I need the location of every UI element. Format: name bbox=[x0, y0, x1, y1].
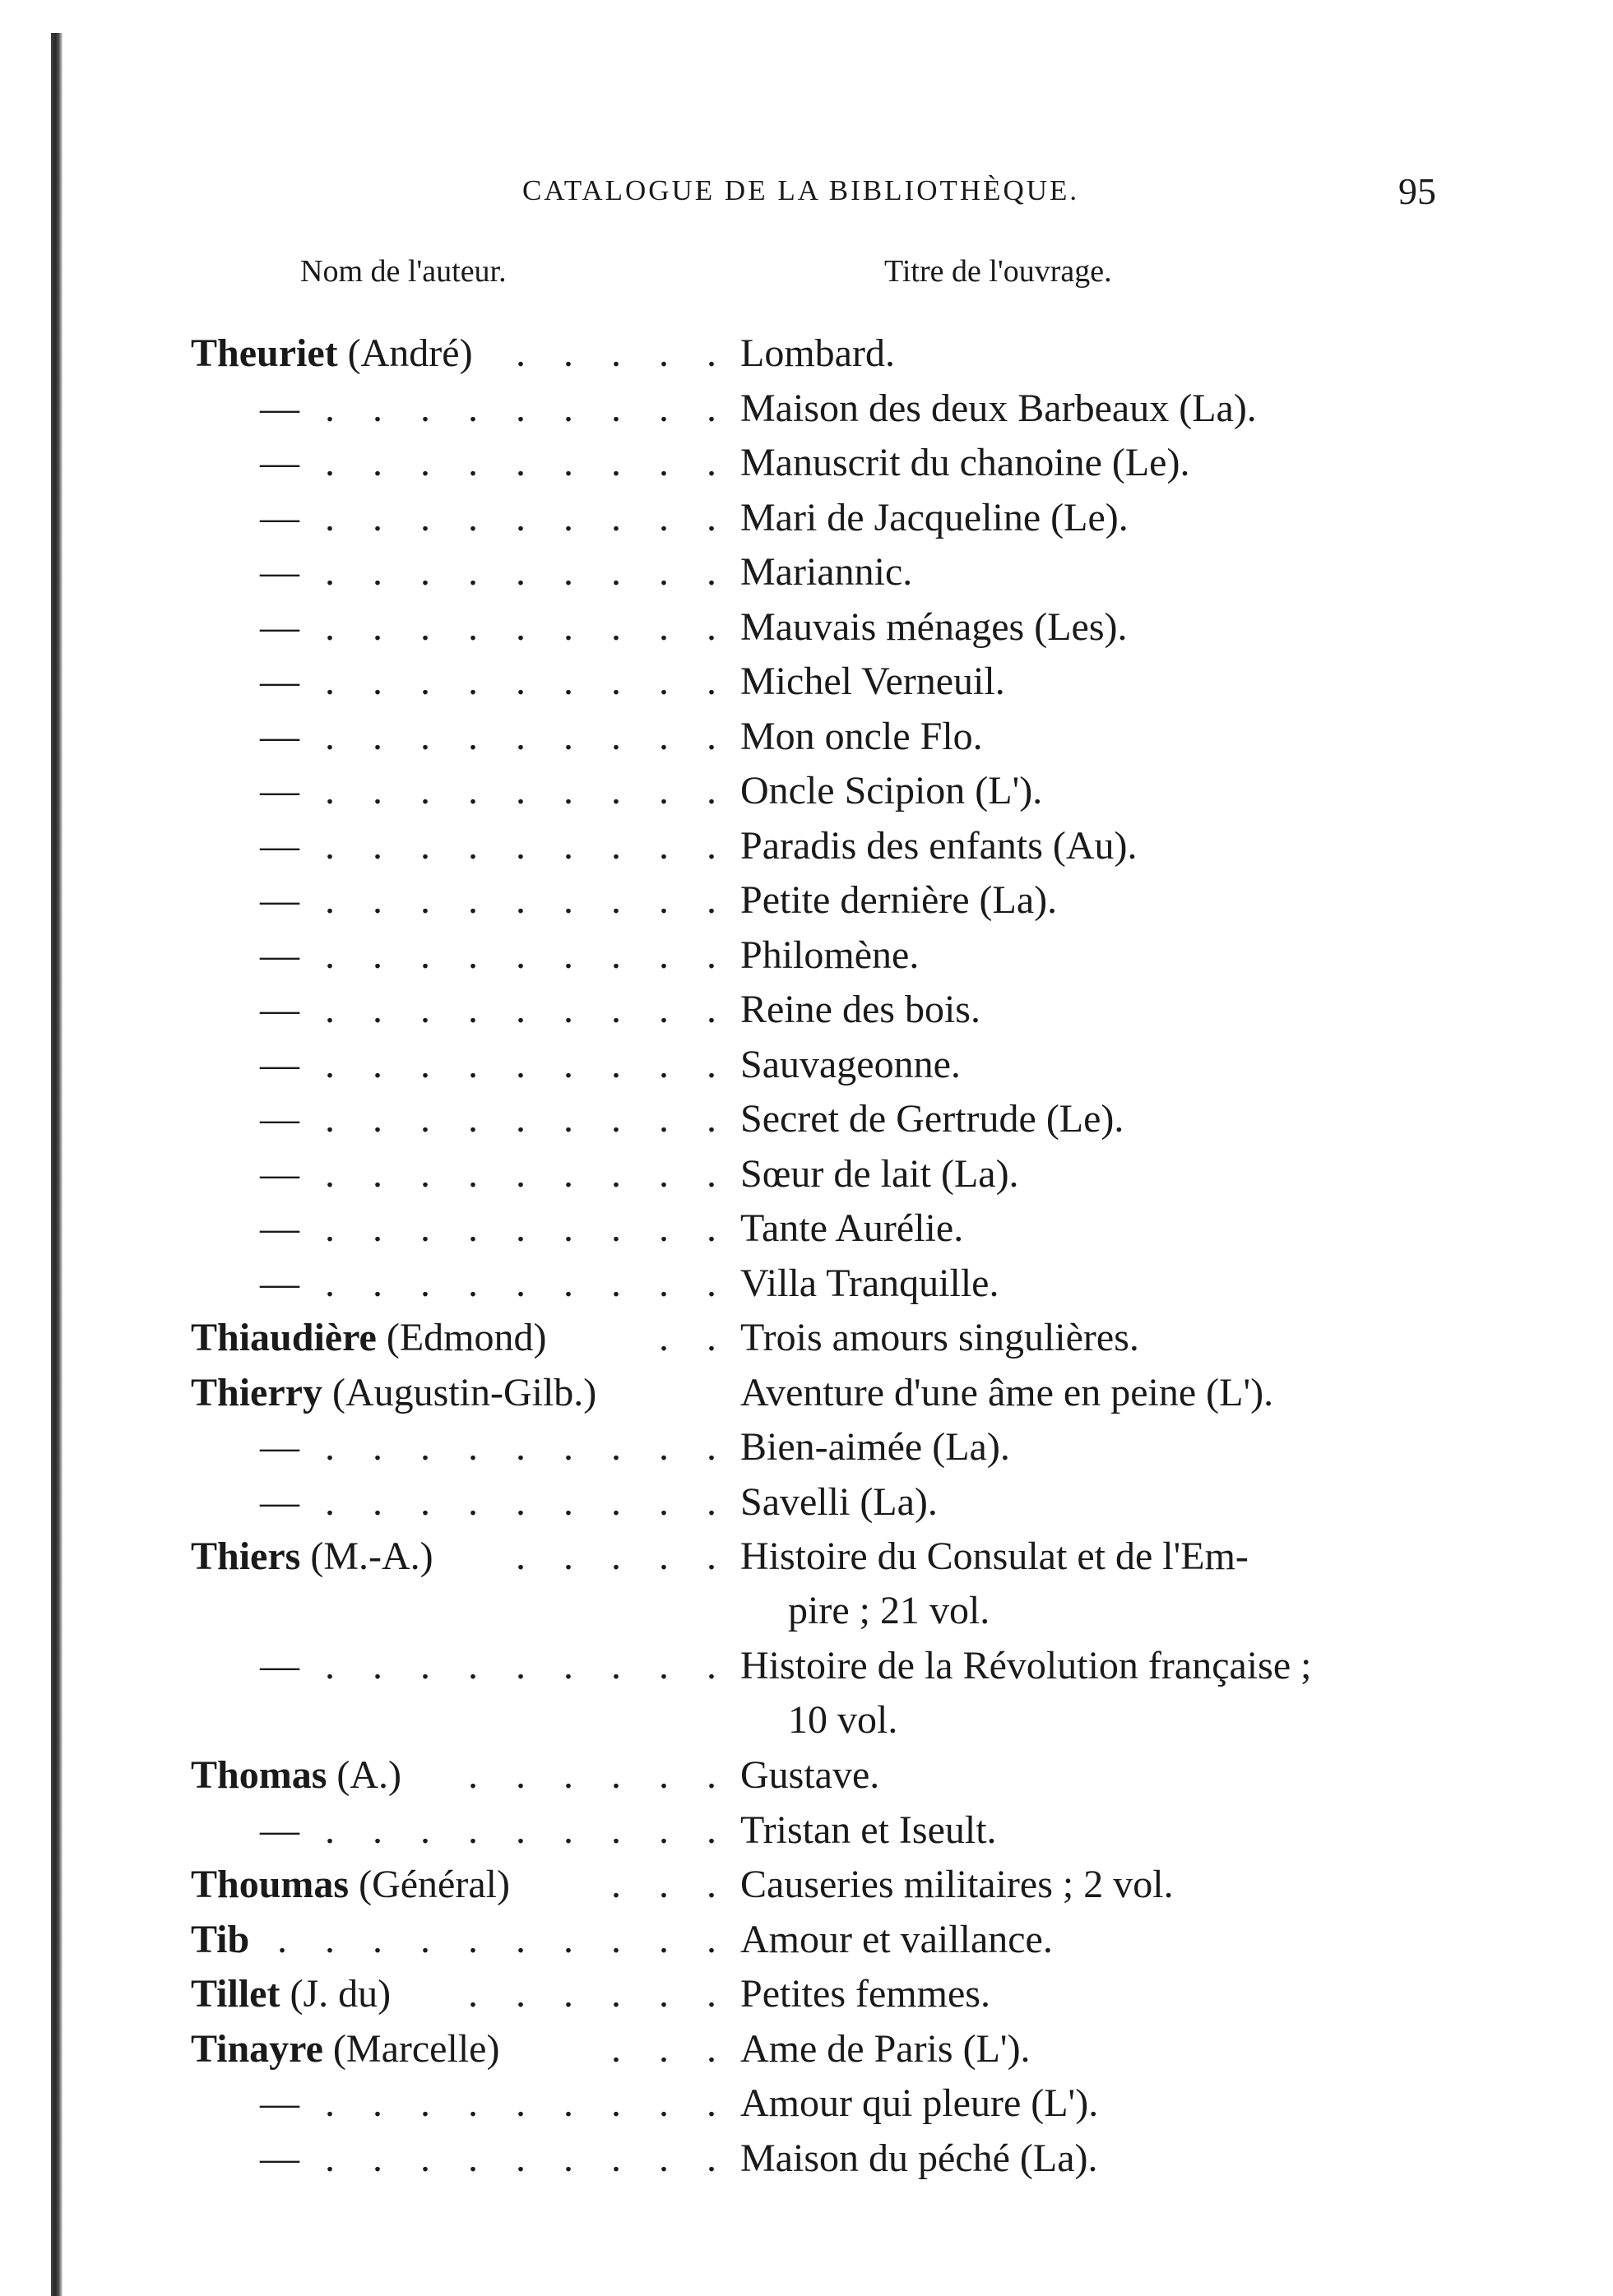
catalogue-entry bbox=[0, 764, 1613, 819]
work-title: Causeries militaires ; 2 vol. bbox=[740, 1863, 1174, 1906]
catalogue-entry bbox=[0, 1858, 1613, 1913]
dot-leader: . . . . . . . . . bbox=[325, 441, 730, 484]
ditto-mark: — bbox=[260, 1808, 299, 1852]
author-given-name: (Edmond) bbox=[386, 1316, 547, 1359]
catalogue-entry bbox=[0, 1803, 1613, 1859]
catalogue-entry bbox=[0, 491, 1613, 546]
ditto-mark: — bbox=[260, 1042, 299, 1086]
ditto-mark: — bbox=[260, 878, 299, 922]
ditto-mark: — bbox=[260, 769, 299, 812]
work-title: Oncle Scipion (L'). bbox=[740, 769, 1043, 812]
work-title-continuation: 10 vol. bbox=[788, 1698, 898, 1742]
title-column-header: Titre de l'ouvrage. bbox=[884, 254, 1112, 289]
catalogue-entry bbox=[0, 382, 1613, 437]
catalogue-entry bbox=[0, 1530, 1613, 1639]
work-title: Bien-aimée (La). bbox=[740, 1425, 1010, 1469]
catalogue-entry bbox=[0, 1201, 1613, 1257]
dot-leader: . . . . . . . . . bbox=[325, 988, 730, 1031]
catalogue-entry bbox=[0, 710, 1613, 765]
author-name bbox=[191, 1748, 401, 1803]
work-title: Mariannic. bbox=[740, 550, 913, 594]
ditto-mark: — bbox=[260, 933, 299, 977]
ditto-mark: — bbox=[260, 1479, 299, 1524]
work-title: Amour et vaillance. bbox=[740, 1917, 1053, 1961]
ditto-mark: — bbox=[260, 988, 299, 1031]
ditto-mark: — bbox=[260, 550, 299, 594]
author-given-name: (Général) bbox=[359, 1863, 510, 1906]
dot-leader: . . . bbox=[611, 2026, 730, 2071]
work-title: Secret de Gertrude (Le). bbox=[740, 1097, 1124, 1141]
catalogue-entry bbox=[0, 2076, 1613, 2132]
dot-leader: . . . . . . . . . bbox=[325, 1479, 730, 1524]
author-name bbox=[191, 1967, 391, 2021]
catalogue-entry bbox=[0, 1092, 1613, 1147]
work-title: Amour qui pleure (L'). bbox=[740, 2081, 1099, 2125]
ditto-mark: — bbox=[260, 1261, 299, 1305]
author-surname: Thiaudière bbox=[191, 1316, 377, 1359]
work-title: Reine des bois. bbox=[740, 988, 980, 1031]
ditto-mark: — bbox=[260, 604, 299, 649]
catalogue-entry bbox=[0, 1748, 1613, 1803]
catalogue-entry bbox=[0, 1639, 1613, 1748]
dot-leader: . . . . . . . . . bbox=[325, 823, 730, 868]
author-given-name: (A.) bbox=[336, 1753, 402, 1797]
ditto-mark: — bbox=[260, 660, 299, 703]
catalogue-entry bbox=[0, 2132, 1613, 2187]
catalogue-entry bbox=[0, 545, 1613, 600]
dot-leader: . . . . . . . . . bbox=[325, 604, 730, 649]
author-name bbox=[191, 326, 473, 381]
dot-leader: . . . . . . . . . bbox=[325, 1206, 730, 1250]
author-surname: Theuriet bbox=[191, 331, 338, 375]
dot-leader: . . bbox=[659, 1316, 730, 1359]
ditto-mark: — bbox=[260, 1206, 299, 1250]
catalogue-entry bbox=[0, 1366, 1613, 1421]
work-title: Tante Aurélie. bbox=[740, 1206, 964, 1250]
author-name bbox=[191, 2022, 499, 2076]
work-title-continuation: pire ; 21 vol. bbox=[788, 1589, 990, 1632]
ditto-mark: — bbox=[260, 495, 299, 539]
work-title: Lombard. bbox=[740, 331, 895, 375]
work-title: Paradis des enfants (Au). bbox=[740, 823, 1138, 868]
work-title: Ame de Paris (L'). bbox=[740, 2026, 1031, 2071]
work-title: Aventure d'une âme en peine (L'). bbox=[740, 1370, 1274, 1414]
work-title: Maison des deux Barbeaux (La). bbox=[740, 386, 1257, 430]
work-title: Petites femmes. bbox=[740, 1972, 990, 2016]
work-title: Petite dernière (La). bbox=[740, 878, 1058, 922]
catalogue-entry bbox=[0, 1038, 1613, 1093]
author-name bbox=[191, 1366, 596, 1420]
ditto-mark: — bbox=[260, 386, 299, 430]
catalogue-entry bbox=[0, 655, 1613, 710]
dot-leader: . . . . . . . . . bbox=[325, 660, 730, 703]
dot-leader: . . . . . . . . . bbox=[325, 1425, 730, 1469]
ditto-mark: — bbox=[260, 1151, 299, 1196]
work-title: Trois amours singulières. bbox=[740, 1316, 1139, 1359]
dot-leader: . . . . . . . . . bbox=[325, 878, 730, 922]
catalogue-entry bbox=[0, 600, 1613, 655]
author-surname: Thierry bbox=[191, 1370, 322, 1414]
dot-leader: . . . . . . . . . bbox=[325, 2081, 730, 2125]
dot-leader: . . . . . . . . . bbox=[325, 933, 730, 977]
dot-leader: . . . . . . . . . bbox=[325, 1151, 730, 1196]
running-title: CATALOGUE DE LA BIBLIOTHÈQUE. bbox=[522, 174, 1080, 206]
work-title: Histoire du Consulat et de l'Em- bbox=[740, 1535, 1249, 1578]
work-title: Sauvageonne. bbox=[740, 1042, 961, 1086]
dot-leader: . . . . . . . . . bbox=[325, 1808, 730, 1852]
catalogue-entry bbox=[0, 873, 1613, 928]
running-head bbox=[0, 170, 1613, 224]
catalogue-entries bbox=[0, 326, 1613, 2186]
dot-leader: . . . . . . . . . bbox=[325, 2136, 730, 2180]
dot-leader: . . . . . . . . . bbox=[325, 1261, 730, 1305]
dot-leader: . . . . . . . . . bbox=[325, 714, 730, 758]
author-given-name: (André) bbox=[347, 331, 473, 375]
ditto-mark: — bbox=[260, 2136, 299, 2180]
author-name bbox=[191, 1913, 249, 1967]
author-column-header: Nom de l'auteur. bbox=[300, 254, 507, 289]
work-title: Gustave. bbox=[740, 1753, 880, 1797]
work-title: Mari de Jacqueline (Le). bbox=[740, 495, 1129, 539]
catalogue-entry bbox=[0, 1257, 1613, 1312]
ditto-mark: — bbox=[260, 2081, 299, 2125]
ditto-mark: — bbox=[260, 823, 299, 868]
catalogue-entry bbox=[0, 1311, 1613, 1366]
dot-leader: . . . . . . . . . bbox=[325, 769, 730, 812]
author-given-name: (Augustin-Gilb.) bbox=[331, 1370, 597, 1414]
catalogue-entry bbox=[0, 1147, 1613, 1202]
work-title: Mon oncle Flo. bbox=[740, 714, 983, 758]
author-surname: Tillet bbox=[191, 1972, 280, 2016]
work-title: Manuscrit du chanoine (Le). bbox=[740, 441, 1190, 484]
catalogue-entry bbox=[0, 1913, 1613, 1968]
work-title: Savelli (La). bbox=[740, 1479, 938, 1524]
ditto-mark: — bbox=[260, 441, 299, 484]
work-title: Maison du péché (La). bbox=[740, 2136, 1098, 2180]
catalogue-entry bbox=[0, 928, 1613, 984]
dot-leader: . . . . . bbox=[516, 1535, 730, 1578]
catalogue-entry bbox=[0, 1967, 1613, 2022]
dot-leader: . . . . . . . . . bbox=[325, 1644, 730, 1687]
catalogue-entry bbox=[0, 326, 1613, 382]
ditto-mark: — bbox=[260, 1644, 299, 1687]
author-surname: Thomas bbox=[191, 1753, 327, 1797]
work-title: Mauvais ménages (Les). bbox=[740, 604, 1128, 649]
dot-leader: . . . . . . bbox=[468, 1972, 730, 2016]
catalogue-entry bbox=[0, 983, 1613, 1038]
catalogue-entry bbox=[0, 436, 1613, 491]
ditto-mark: — bbox=[260, 1097, 299, 1141]
author-surname: Thoumas bbox=[191, 1863, 350, 1906]
dot-leader: . . . . . . . . . bbox=[325, 495, 730, 539]
dot-leader: . . . . . . . . . bbox=[325, 386, 730, 430]
work-title: Philomène. bbox=[740, 933, 920, 977]
dot-leader: . . . . . . . . . bbox=[325, 550, 730, 594]
author-given-name: (Marcelle) bbox=[332, 2026, 500, 2071]
catalogue-entry bbox=[0, 819, 1613, 874]
catalogue-entry bbox=[0, 2022, 1613, 2077]
author-name bbox=[191, 1858, 510, 1912]
dot-leader: . . . . . . . . . bbox=[325, 1042, 730, 1086]
work-title: Michel Verneuil. bbox=[740, 660, 1005, 703]
catalogue-entry bbox=[0, 1420, 1613, 1475]
author-surname: Thiers bbox=[191, 1535, 301, 1578]
author-given-name: (M.-A.) bbox=[310, 1535, 433, 1578]
work-title: Histoire de la Révolution française ; bbox=[740, 1644, 1312, 1687]
author-given-name: (J. du) bbox=[290, 1972, 392, 2016]
dot-leader: . . . bbox=[611, 1863, 730, 1906]
author-name bbox=[191, 1530, 433, 1584]
author-surname: Tinayre bbox=[191, 2026, 323, 2071]
work-title: Sœur de lait (La). bbox=[740, 1151, 1019, 1196]
author-name bbox=[191, 1311, 546, 1365]
dot-leader: . . . . . . . . . bbox=[325, 1097, 730, 1141]
dot-leader: . . . . . . bbox=[468, 1753, 730, 1797]
work-title: Tristan et Iseult. bbox=[740, 1808, 997, 1852]
dot-leader: . . . . . . . . . . bbox=[277, 1917, 730, 1961]
work-title: Villa Tranquille. bbox=[740, 1261, 999, 1305]
ditto-mark: — bbox=[260, 714, 299, 758]
page-number: 95 bbox=[1398, 170, 1436, 212]
author-surname: Tib bbox=[191, 1917, 250, 1961]
ditto-mark: — bbox=[260, 1425, 299, 1469]
dot-leader: . . . . . bbox=[516, 331, 730, 375]
catalogue-entry bbox=[0, 1475, 1613, 1530]
